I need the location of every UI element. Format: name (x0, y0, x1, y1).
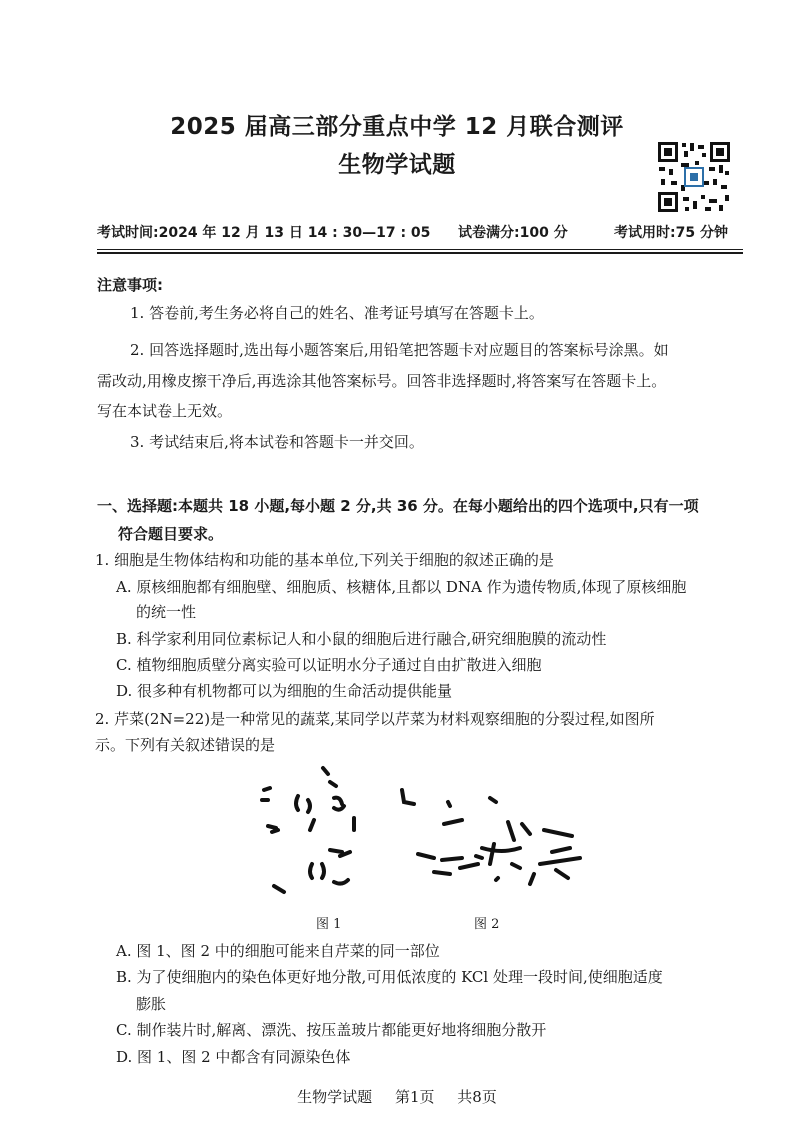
divider-thick (97, 252, 743, 254)
divider-thin (97, 249, 743, 250)
question-1-option-d: D. 很多种有机物都可以为细胞的生命活动提供能量 (116, 682, 453, 700)
notice-item-2-line-2: 需改动,用橡皮擦干净后,再选涂其他答案标号。回答非选择题时,将答案写在答题卡上。 (97, 372, 667, 390)
exam-title: 2025 届高三部分重点中学 12 月联合测评 (170, 114, 624, 140)
question-1-option-b: B. 科学家利用同位素标记人和小鼠的细胞后进行融合,研究细胞膜的流动性 (116, 630, 607, 648)
question-2-stem-line-2: 示。下列有关叙述错误的是 (95, 736, 276, 754)
question-1-option-c: C. 植物细胞质壁分离实验可以证明水分子通过自由扩散进入细胞 (116, 656, 542, 674)
full-score: 试卷满分:100 分 (458, 225, 568, 241)
question-2-option-b-cont: 膨胀 (136, 995, 167, 1013)
figure-2-caption: 图 2 (474, 917, 500, 932)
exam-time: 考试时间:2024 年 12 月 13 日 14 : 30—17 : 05 (97, 225, 431, 241)
exam-duration: 考试用时:75 分钟 (614, 225, 728, 241)
notice-item-3: 3. 考试结束后,将本试卷和答题卡一并交回。 (130, 433, 424, 451)
qr-code-icon (657, 141, 731, 213)
question-1-stem: 1. 细胞是生物体结构和功能的基本单位,下列关于细胞的叙述正确的是 (95, 551, 554, 569)
question-2-stem-line-1: 2. 芹菜(2N=22)是一种常见的蔬菜,某同学以芹菜为材料观察细胞的分裂过程,如图所 (95, 710, 655, 728)
footer-exam-name: 生物学试题 (297, 1088, 373, 1106)
question-2-option-b: B. 为了使细胞内的染色体更好地分散,可用低浓度的 KCl 处理一段时间,使细胞适度 (116, 968, 663, 986)
footer-total-pages: 共8页 (457, 1088, 497, 1106)
notice-item-2-line-1: 2. 回答选择题时,选出每小题答案后,用铅笔把答题卡对应题目的答案标号涂黑。如 (130, 341, 669, 359)
notice-heading: 注意事项: (97, 276, 163, 294)
chromosome-figure (250, 760, 590, 900)
question-2-option-c: C. 制作装片时,解离、漂洗、按压盖玻片都能更好地将细胞分散开 (116, 1021, 547, 1039)
exam-subtitle: 生物学试题 (338, 152, 456, 178)
section-heading-line-1: 一、选择题:本题共 18 小题,每小题 2 分,共 36 分。在每小题给出的四个选项中,只有一项 (97, 497, 699, 515)
question-2-option-d: D. 图 1、图 2 中都含有同源染色体 (116, 1048, 351, 1066)
figure-1-caption: 图 1 (316, 917, 342, 932)
notice-item-1: 1. 答卷前,考生务必将自己的姓名、准考证号填写在答题卡上。 (130, 304, 544, 322)
footer-page-number: 第1页 (394, 1088, 435, 1106)
question-1-option-a: A. 原核细胞都有细胞壁、细胞质、核糖体,且都以 DNA 作为遗传物质,体现了原核细胞 (116, 578, 687, 596)
figure-1-chromosomes (262, 768, 354, 892)
notice-item-2-line-3: 写在本试卷上无效。 (97, 402, 233, 420)
page-footer (0, 1086, 794, 1107)
question-1-option-a-cont: 的统一性 (136, 603, 197, 621)
question-2-option-a: A. 图 1、图 2 中的细胞可能来自芹菜的同一部位 (116, 942, 440, 960)
figure-2-chromosomes (402, 790, 580, 884)
section-heading-line-2: 符合题目要求。 (118, 525, 224, 543)
